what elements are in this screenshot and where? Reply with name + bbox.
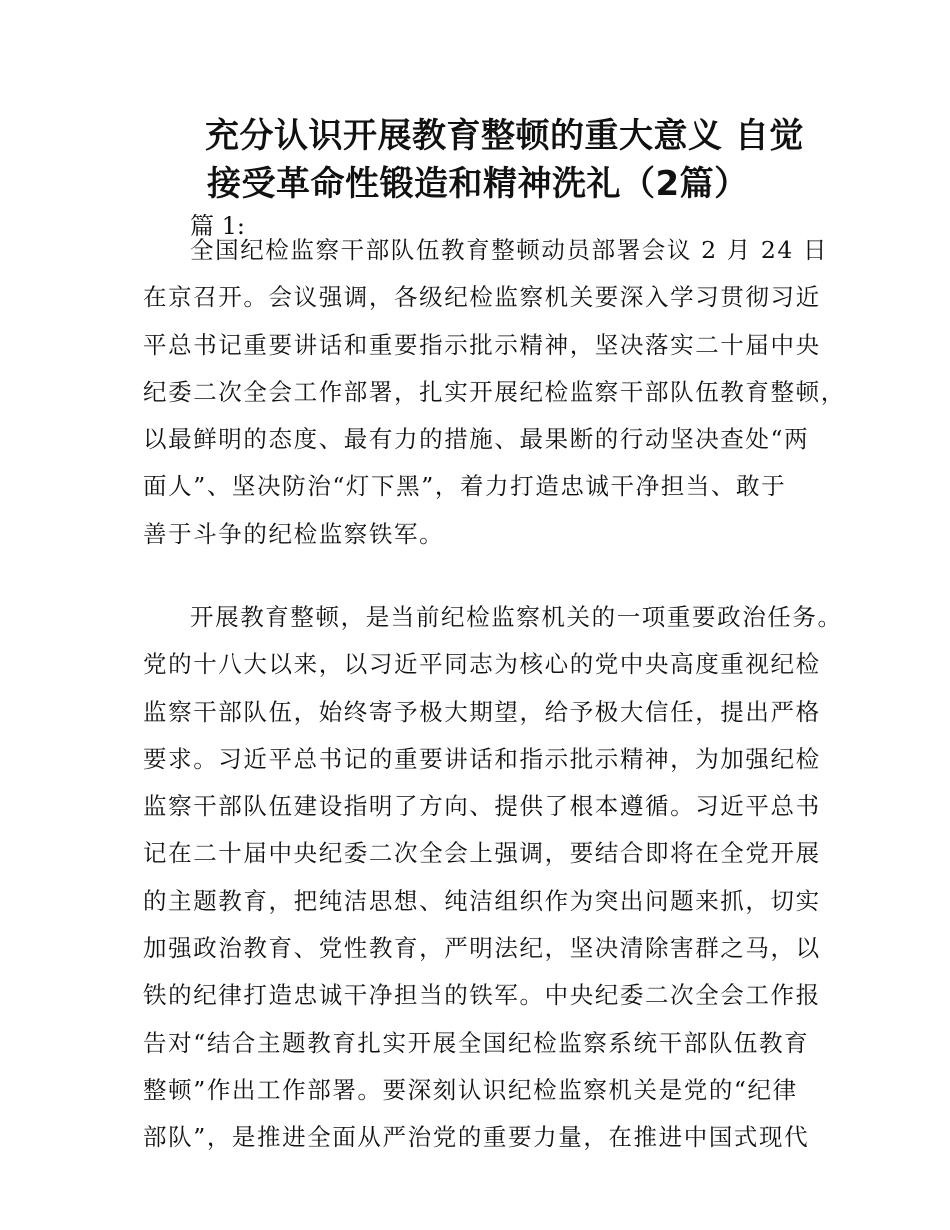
paragraph-line: 整顿”作出工作部署。要深刻认识纪检监察机关是党的“纪律 xyxy=(143,1075,798,1104)
title-line-1: 充分认识开展教育整顿的重大意义 自觉 xyxy=(205,116,804,156)
paragraph-1 xyxy=(143,227,846,558)
paragraph-line: 平总书记重要讲话和重要指示批示精神，坚决落实二十届中央 xyxy=(143,330,821,359)
paragraph-2 xyxy=(143,594,843,1162)
section-label: 篇 1: xyxy=(190,212,245,240)
paragraph-line: 铁的纪律打造忠诚干净担当的铁军。中央纪委二次全会工作报 xyxy=(143,981,821,1010)
document-title xyxy=(205,112,825,208)
paragraph-line: 监察干部队伍，始终寄予极大期望，给予极大信任，提出严格 xyxy=(143,697,821,726)
paragraph-line: 在京召开。会议强调，各级纪检监察机关要深入学习贯彻习近 xyxy=(143,283,821,312)
paragraph-line: 的主题教育，把纯洁思想、纯洁组织作为突出问题来抓，切实 xyxy=(143,886,821,915)
paragraph-line: 要求。习近平总书记的重要讲话和指示批示精神，为加强纪检 xyxy=(143,744,821,773)
paragraph-line: 党的十八大以来，以习近平同志为核心的党中央高度重视纪检 xyxy=(143,650,821,679)
paragraph-line: 加强政治教育、党性教育，严明法纪，坚决清除害群之马，以 xyxy=(143,934,821,963)
paragraph-line: 告对“结合主题教育扎实开展全国纪检监察系统干部队伍教育 xyxy=(143,1028,810,1057)
paragraph-line: 以最鲜明的态度、最有力的措施、最果断的行动坚决查处“两 xyxy=(143,425,810,454)
paragraph-line: 记在二十届中央纪委二次全会上强调，要结合即将在全党开展 xyxy=(143,839,821,868)
paragraph-line: 部队”，是推进全面从严治党的重要力量，在推进中国式现代 xyxy=(143,1123,810,1152)
paragraph-line: 开展教育整顿，是当前纪检监察机关的一项重要政治任务。 xyxy=(190,603,843,631)
paragraph-line: 面人”、坚决防治“灯下黑”，着力打造忠诚干净担当、敢于 xyxy=(143,472,787,501)
paragraph-line: 善于斗争的纪检监察铁军。 xyxy=(143,519,445,548)
paragraph-line: 全国纪检监察干部队伍教育整顿动员部署会议 2 月 24 日 xyxy=(190,236,829,264)
paragraph-line: 监察干部队伍建设指明了方向、提供了根本遵循。习近平总书 xyxy=(143,792,821,821)
title-line-2: 接受革命性锻造和精神洗礼（2篇） xyxy=(207,164,749,204)
paragraph-line: 纪委二次全会工作部署，扎实开展纪检监察干部队伍教育整顿， xyxy=(143,377,846,406)
